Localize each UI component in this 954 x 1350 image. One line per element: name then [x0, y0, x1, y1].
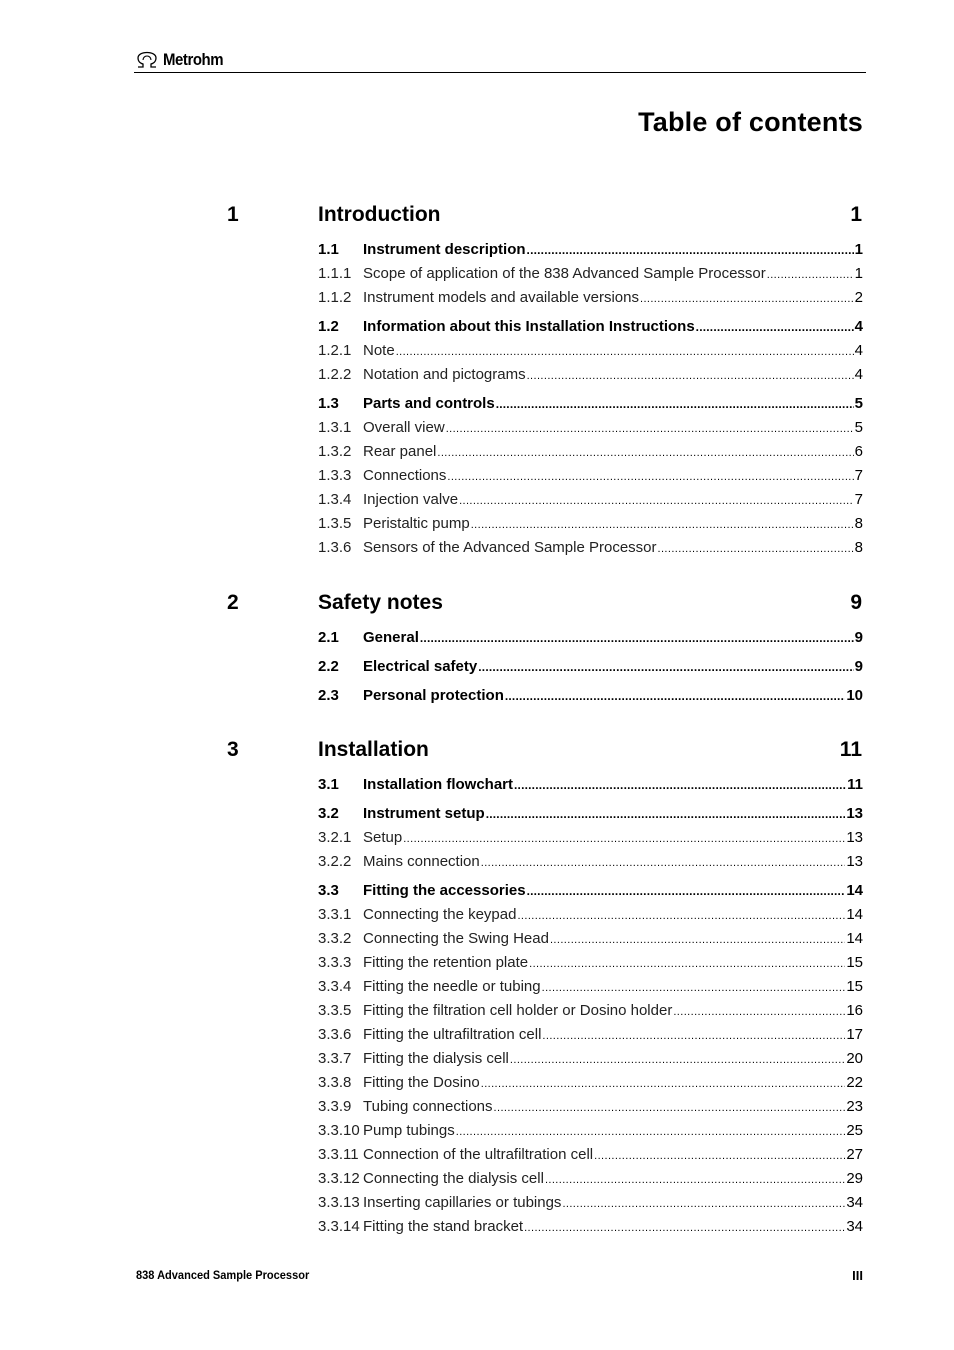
toc-chapter [0, 591, 954, 708]
toc-subsection-entry[interactable] [318, 1071, 863, 1095]
toc-subsection-entry[interactable] [318, 927, 863, 951]
toc-subsection-entry[interactable] [318, 488, 863, 512]
brand-logo [134, 50, 231, 70]
toc-entry-title: Connection of the ultrafiltration cell [363, 1146, 594, 1163]
toc-entry-page: 20 [846, 1050, 863, 1067]
toc-entry-number: 1.3.3 [318, 467, 352, 484]
toc-subsection-entry[interactable] [318, 999, 863, 1023]
omega-icon [134, 51, 160, 69]
toc-subsection-entry[interactable] [318, 1095, 863, 1119]
toc-subsection-entry[interactable] [318, 536, 863, 560]
toc-leader-dots [767, 263, 854, 287]
toc-entry-number: 3.3.11 [318, 1146, 359, 1163]
toc-leader-dots [494, 1096, 846, 1120]
toc-leader-dots [542, 976, 846, 1000]
toc-entry-title: Fitting the ultrafiltration cell [363, 1026, 542, 1043]
toc-section-entry[interactable] [318, 626, 863, 650]
toc-entry-title: Connecting the dialysis cell [363, 1170, 544, 1187]
toc-chapter-number: 3 [227, 738, 239, 761]
toc-entry-title: Fitting the filtration cell holder or Dosino holder [363, 1002, 673, 1019]
toc-entry-title: Notation and pictograms [363, 366, 526, 383]
toc-entry-number: 3.3.12 [318, 1170, 360, 1187]
toc-subsection-entry[interactable] [318, 464, 863, 488]
toc-leader-dots [527, 364, 854, 388]
toc-entry-page: 9 [854, 658, 863, 675]
toc-entry-page: 8 [854, 539, 863, 556]
toc-chapter-number: 1 [227, 203, 239, 226]
toc-leader-dots [640, 287, 854, 311]
toc-section-entry[interactable] [318, 238, 863, 262]
toc-entry-title: Fitting the retention plate [363, 954, 529, 971]
toc-chapter-page: 1 [850, 203, 862, 226]
page-title: Table of contents [638, 107, 863, 137]
toc-entry-page: 4 [854, 318, 863, 335]
toc-entry-number: 2.1 [318, 629, 339, 646]
toc-entry-page: 1 [854, 265, 863, 282]
toc-entry-title: Fitting the accessories [363, 882, 526, 899]
toc-subsection-entry[interactable] [318, 416, 863, 440]
toc-leader-dots [514, 773, 846, 797]
toc-chapter-title: Introduction [318, 203, 441, 226]
toc-entry-title: Pump tubings [363, 1122, 455, 1139]
toc-entry-title: Rear panel [363, 443, 437, 460]
toc-entry-number: 3.3.9 [318, 1098, 352, 1115]
toc-leader-dots [527, 238, 854, 262]
toc-subsection-entry[interactable] [318, 1143, 863, 1167]
toc-entry-page: 23 [846, 1098, 863, 1115]
toc-entry-number: 3.2.1 [318, 829, 352, 846]
toc-section-entry[interactable] [318, 315, 863, 339]
toc-entry-title: Scope of application of the 838 Advanced Sample Processor [363, 265, 766, 282]
toc-entry-number: 3.2.2 [318, 853, 352, 870]
toc-entry-page: 14 [846, 882, 863, 899]
toc-entry-title: Tubing connections [363, 1098, 493, 1115]
toc-entry-number: 3.3.14 [318, 1218, 360, 1235]
toc-subsection-entry[interactable] [318, 1191, 863, 1215]
toc-entry-number: 3.3.8 [318, 1074, 352, 1091]
toc-leader-dots [529, 952, 845, 976]
toc-subsection-entry[interactable] [318, 339, 863, 363]
toc-entry-number: 3.3.2 [318, 930, 352, 947]
toc-entry-title: Installation flowchart [363, 776, 514, 793]
toc-chapter-heading[interactable] [0, 738, 954, 768]
toc-entry-page: 25 [846, 1122, 863, 1139]
toc-entry-number: 3.3.4 [318, 978, 352, 995]
toc-entry-number: 1.3.6 [318, 539, 352, 556]
toc-entry-title: Information about this Installation Instructions [363, 318, 695, 335]
toc-entry-number: 1.3.5 [318, 515, 352, 532]
toc-entry-page: 14 [846, 930, 863, 947]
toc-entry-title: Connections [363, 467, 447, 484]
toc-subsection-entry[interactable] [318, 440, 863, 464]
toc-leader-dots [437, 441, 853, 465]
toc-entry-number: 3.1 [318, 776, 339, 793]
toc-subsection-entry[interactable] [318, 1167, 863, 1191]
toc-entry-title: Instrument description [363, 241, 526, 258]
toc-entry-page: 8 [854, 515, 863, 532]
toc-subsection-entry[interactable] [318, 1215, 863, 1239]
toc-chapter-heading[interactable] [0, 203, 954, 233]
toc-entry-number: 3.3.5 [318, 1002, 352, 1019]
toc-chapter [0, 203, 954, 560]
toc-chapter-title: Installation [318, 738, 429, 761]
toc-entry-number: 3.3 [318, 882, 339, 899]
toc-leader-dots [505, 684, 845, 708]
toc-entry-page: 34 [846, 1194, 863, 1211]
toc-entry-page: 13 [846, 853, 863, 870]
toc-entry-number: 1.2.2 [318, 366, 352, 383]
toc-entry-number: 3.2 [318, 805, 339, 822]
toc-leader-dots [527, 879, 846, 903]
toc-entry-number: 1.2 [318, 318, 339, 335]
toc-section-entry[interactable] [318, 392, 863, 416]
toc-leader-dots [594, 1144, 845, 1168]
toc-leader-dots [486, 802, 846, 826]
toc-entry-page: 7 [854, 467, 863, 484]
toc-leader-dots [524, 1216, 845, 1240]
toc-chapter-page: 9 [850, 591, 862, 614]
toc-entry-title: Peristaltic pump [363, 515, 470, 532]
toc-subsection-entry[interactable] [318, 1047, 863, 1071]
toc-subsection-entry[interactable] [318, 903, 863, 927]
toc-leader-dots [550, 928, 845, 952]
toc-entry-page: 22 [846, 1074, 863, 1091]
toc-entry-title: Mains connection [363, 853, 480, 870]
toc-entry-number: 3.3.1 [318, 906, 352, 923]
toc-entry-page: 15 [846, 978, 863, 995]
toc-leader-dots [542, 1024, 845, 1048]
toc-entry-number: 3.3.7 [318, 1050, 352, 1067]
toc-entry-title: Instrument setup [363, 805, 485, 822]
toc-entry-title: General [363, 629, 419, 646]
toc-chapter-number: 2 [227, 591, 239, 614]
toc-entry-number: 1.3.4 [318, 491, 352, 508]
toc-entry-page: 6 [854, 443, 863, 460]
toc-entry-title: Connecting the Swing Head [363, 930, 549, 947]
page-header [134, 48, 866, 73]
toc-entry-number: 1.1 [318, 241, 339, 258]
toc-chapter [0, 738, 954, 1239]
toc-entry-number: 2.2 [318, 658, 339, 675]
toc-entry-number: 1.3.2 [318, 443, 352, 460]
footer-document-title: 838 Advanced Sample Processor [136, 1268, 310, 1282]
page-footer [136, 1268, 863, 1288]
toc-entry-number: 2.3 [318, 687, 339, 704]
toc-entry-title: Fitting the needle or tubing [363, 978, 541, 995]
toc-entry-title: Note [363, 342, 395, 359]
toc-entry-title: Electrical safety [363, 658, 478, 675]
toc-entry-page: 4 [854, 342, 863, 359]
toc-subsection-entry[interactable] [318, 363, 863, 387]
toc-entry-page: 17 [846, 1026, 863, 1043]
toc-entry-page: 5 [854, 395, 863, 412]
toc-leader-dots [396, 340, 854, 364]
toc-entry-page: 13 [846, 829, 863, 846]
toc-entry-title: Instrument models and available versions [363, 289, 639, 306]
toc-entry-page: 2 [854, 289, 863, 306]
toc-entry-page: 14 [846, 906, 863, 923]
toc-entry-page: 13 [846, 805, 863, 822]
toc-chapter-title: Safety notes [318, 591, 443, 614]
toc-leader-dots [447, 465, 853, 489]
toc-entry-page: 1 [854, 241, 863, 258]
toc-entry-page: 16 [846, 1002, 863, 1019]
toc-entry-page: 15 [846, 954, 863, 971]
toc-entry-page: 5 [854, 419, 863, 436]
toc-leader-dots [545, 1168, 845, 1192]
toc-leader-dots [459, 489, 854, 513]
toc-leader-dots [673, 1000, 845, 1024]
toc-entry-page: 34 [846, 1218, 863, 1235]
brand-name: Metrohm [163, 50, 224, 69]
toc-subsection-entry[interactable] [318, 826, 863, 850]
toc-leader-dots [510, 1048, 845, 1072]
toc-entry-title: Fitting the Dosino [363, 1074, 480, 1091]
toc-entry-page: 11 [847, 776, 863, 793]
toc-entry-page: 10 [846, 687, 863, 704]
toc-chapter-page: 11 [839, 738, 862, 761]
toc-subsection-entry[interactable] [318, 286, 863, 310]
toc-subsection-entry[interactable] [318, 975, 863, 999]
toc-leader-dots [403, 827, 845, 851]
toc-leader-dots [478, 655, 853, 679]
toc-entry-title: Parts and controls [363, 395, 495, 412]
toc-entry-title: Overall view [363, 419, 445, 436]
toc-subsection-entry[interactable] [318, 512, 863, 536]
toc-entry-page: 29 [846, 1170, 863, 1187]
toc-entry-page: 4 [854, 366, 863, 383]
toc-entry-title: Injection valve [363, 491, 459, 508]
toc-entry-title: Setup [363, 829, 403, 846]
toc-entry-number: 3.3.3 [318, 954, 352, 971]
toc-chapter-heading[interactable] [0, 591, 954, 621]
toc-entry-number: 1.2.1 [318, 342, 352, 359]
toc-entry-title: Inserting capillaries or tubings [363, 1194, 562, 1211]
toc-subsection-entry[interactable] [318, 951, 863, 975]
toc-leader-dots [456, 1120, 846, 1144]
toc-entry-page: 7 [854, 491, 863, 508]
toc-entry-number: 3.3.13 [318, 1194, 360, 1211]
toc-entry-number: 1.1.1 [318, 265, 352, 282]
toc-section-entry[interactable] [318, 879, 863, 903]
toc-subsection-entry[interactable] [318, 1119, 863, 1143]
toc-section-entry[interactable] [318, 684, 863, 708]
toc-leader-dots [446, 417, 854, 441]
toc-leader-dots [696, 315, 854, 339]
toc-leader-dots [481, 1072, 846, 1096]
toc-subsection-entry[interactable] [318, 262, 863, 286]
toc-entry-number: 1.3 [318, 395, 339, 412]
toc-entry-page: 27 [846, 1146, 863, 1163]
footer-page-number: III [852, 1268, 863, 1283]
toc-entry-number: 1.3.1 [318, 419, 352, 436]
toc-section-entry[interactable] [318, 655, 863, 679]
toc-entry-title: Sensors of the Advanced Sample Processor [363, 539, 657, 556]
toc-entry-title: Fitting the stand bracket [363, 1218, 524, 1235]
toc-leader-dots [517, 904, 845, 928]
toc-section-entry[interactable] [318, 802, 863, 826]
toc-leader-dots [496, 392, 854, 416]
toc-entry-number: 3.3.10 [318, 1122, 360, 1139]
toc-entry-title: Fitting the dialysis cell [363, 1050, 509, 1067]
toc-entry-number: 3.3.6 [318, 1026, 352, 1043]
toc-leader-dots [420, 626, 854, 650]
toc-entry-title: Personal protection [363, 687, 504, 704]
toc-leader-dots [658, 537, 854, 561]
toc-subsection-entry[interactable] [318, 850, 863, 874]
toc-leader-dots [471, 513, 854, 537]
toc-leader-dots [481, 851, 846, 875]
toc-entry-number: 1.1.2 [318, 289, 352, 306]
toc-leader-dots [562, 1192, 845, 1216]
toc-section-entry[interactable] [318, 773, 863, 797]
toc-entry-page: 9 [854, 629, 863, 646]
toc-subsection-entry[interactable] [318, 1023, 863, 1047]
toc-entry-title: Connecting the keypad [363, 906, 517, 923]
